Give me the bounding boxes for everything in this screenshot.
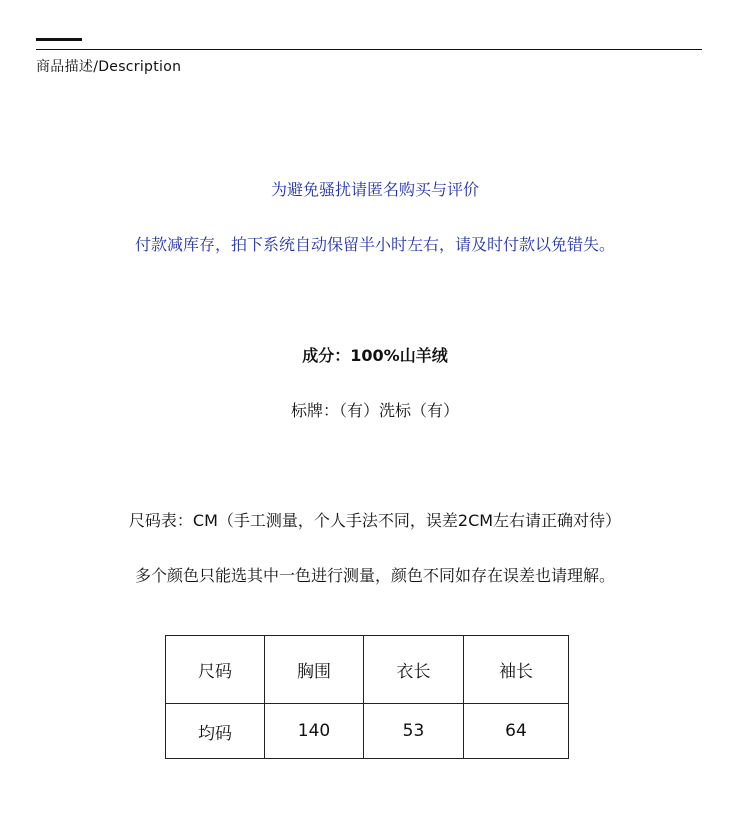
color-measurement-note: 多个颜色只能选其中一色进行测量，颜色不同如存在误差也请理解。 bbox=[134, 566, 615, 585]
header-cell-sleeve: 袖长 bbox=[464, 636, 569, 704]
size-chart-note: 尺码表：CM（手工测量，个人手法不同，误差2CM左右请正确对待） bbox=[128, 511, 622, 530]
cell-sleeve-value: 64 bbox=[464, 704, 569, 759]
heading-accent-bar bbox=[36, 38, 82, 41]
cell-chest-value: 140 bbox=[265, 704, 364, 759]
header-cell-length: 衣长 bbox=[364, 636, 464, 704]
payment-notice: 付款减库存，拍下系统自动保留半小时左右，请及时付款以免错失。 bbox=[134, 235, 615, 254]
header-cell-size: 尺码 bbox=[166, 636, 265, 704]
composition-text: 成分：100%山羊绒 bbox=[302, 346, 448, 365]
size-table bbox=[165, 635, 569, 759]
section-heading: 商品描述/Description bbox=[36, 59, 182, 75]
table-header-row bbox=[166, 636, 569, 704]
cell-size-value: 均码 bbox=[166, 704, 265, 759]
anonymous-purchase-notice: 为避免骚扰请匿名购买与评价 bbox=[270, 180, 479, 199]
cell-length-value: 53 bbox=[364, 704, 464, 759]
header-cell-chest: 胸围 bbox=[265, 636, 364, 704]
table-row bbox=[166, 704, 569, 759]
heading-divider bbox=[36, 49, 702, 50]
labels-text: 标牌：（有）洗标（有） bbox=[290, 401, 459, 420]
